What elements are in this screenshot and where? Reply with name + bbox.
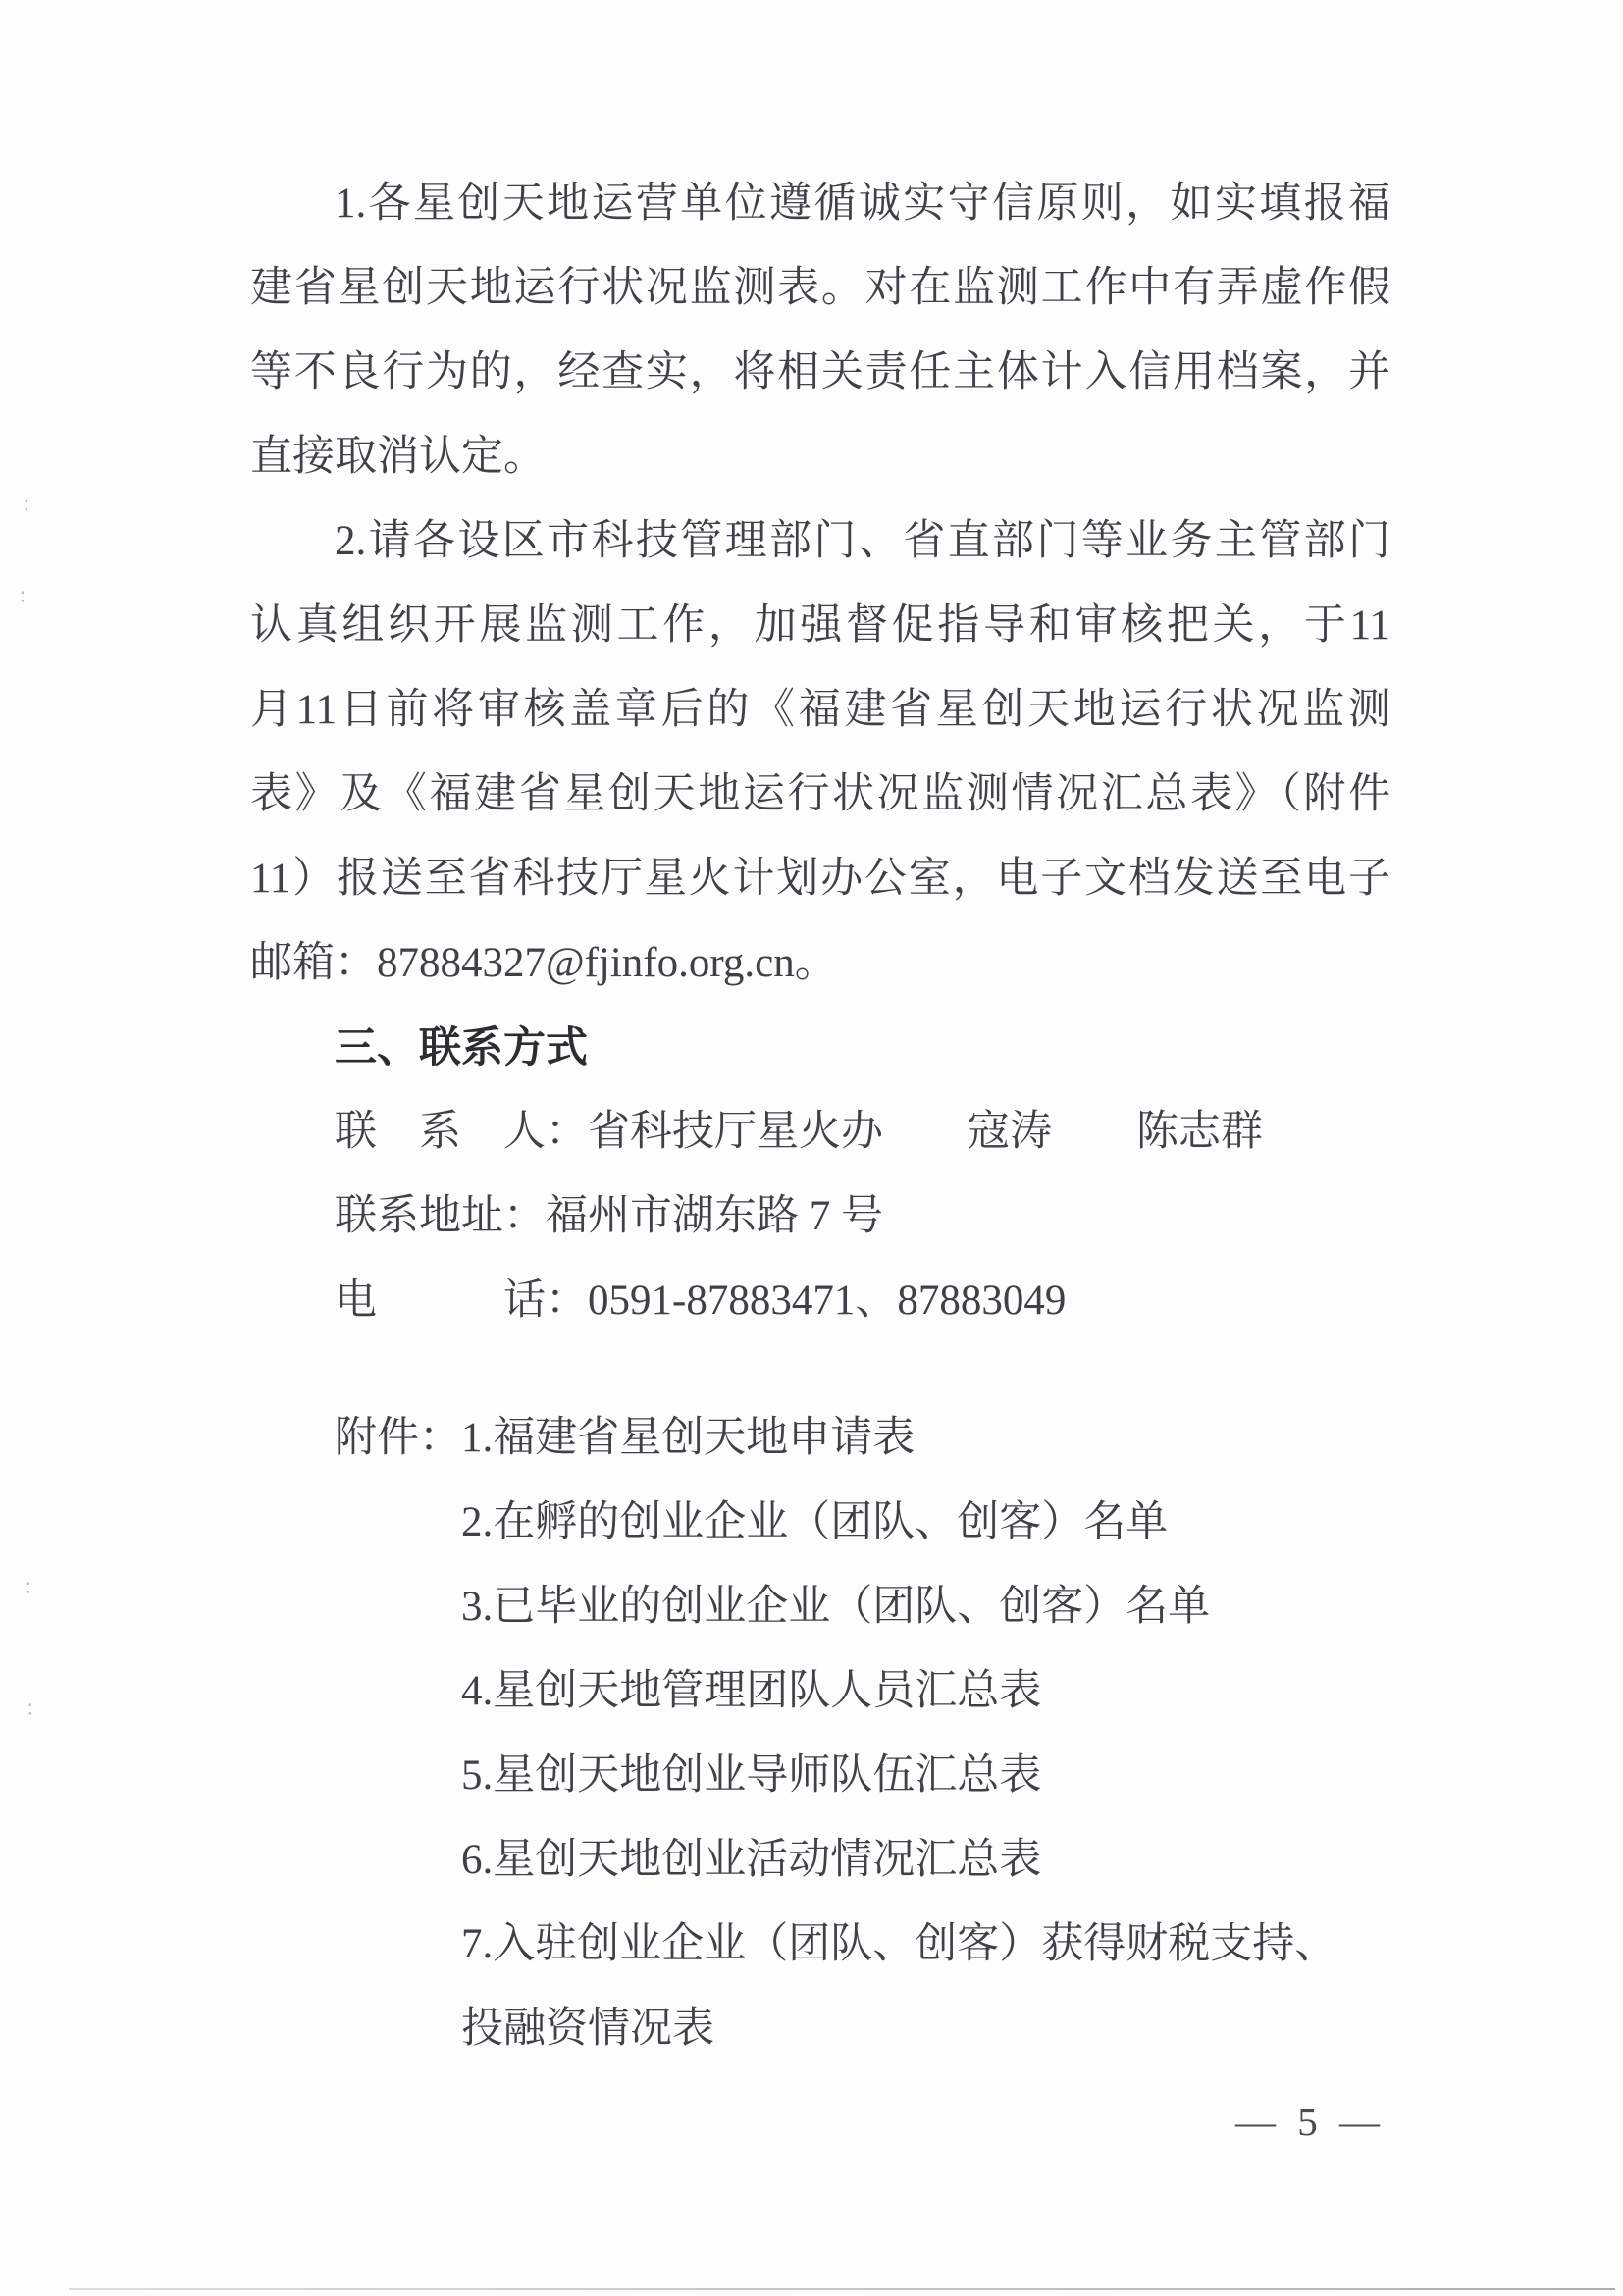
attachment-item: 6.星创天地创业活动情况汇总表 [461, 1837, 1042, 1883]
paragraph-2 [250, 499, 1390, 1006]
scan-edge-line [69, 2288, 1615, 2290]
section-heading: 三、联系方式 [335, 1024, 588, 1071]
page-number: — 5 — [1235, 2099, 1386, 2144]
text-line: 直接取消认定。 [250, 434, 546, 480]
attachments-list [461, 1396, 1390, 2071]
attachment-item: 1.福建省星创天地申请表 [461, 1415, 916, 1461]
email-line: 邮箱：87884327@fjinfo.org.cn。 [250, 940, 837, 986]
text-line: 1.各星创天地运营单位遵循诚实守信原则，如实填报福 [335, 181, 1390, 227]
scan-artifact: ∶ [26, 1576, 31, 1600]
text-line: 等不良行为的，经查实，将相关责任主体计入信用档案，并 [250, 349, 1390, 395]
attachment-item-continuation: 投融资情况表 [461, 2006, 714, 2052]
text-line: 2.请各设区市科技管理部门、省直部门等业务主管部门 [335, 518, 1390, 564]
text-line: 11）报送至省科技厅星火计划办公室，电子文档发送至电子 [250, 856, 1390, 902]
document-body [250, 162, 1390, 2071]
attachments-section [250, 1396, 1390, 2071]
scan-artifact: ∶ [27, 1697, 33, 1722]
contact-address-label: 联系地址： [335, 1193, 546, 1239]
contact-phone-value: 0591-87883471、87883049 [588, 1278, 1067, 1324]
text-line: 认真组织开展监测工作，加强督促指导和审核把关，于11 [250, 602, 1390, 649]
contact-section [250, 1090, 1390, 1343]
contact-row [250, 1090, 1390, 1174]
contact-phone-label: 电 话： [335, 1278, 588, 1324]
attachments-label: 附件： [335, 1415, 461, 1461]
text-line: 表》及《福建省星创天地运行状况监测情况汇总表》（附件 [250, 771, 1390, 817]
contact-address-value: 福州市湖东路 7 号 [546, 1193, 883, 1239]
attachment-item: 5.星创天地创业导师队伍汇总表 [461, 1752, 1042, 1799]
contact-person-label: 联 系 人： [335, 1109, 588, 1155]
text-line: 月11日前将审核盖章后的《福建省星创天地运行状况监测 [250, 687, 1390, 733]
text-line: 建省星创天地运行状况监测表。对在监测工作中有弄虚作假 [250, 265, 1390, 311]
contact-row [250, 1174, 1390, 1259]
scan-artifact: ∶ [24, 494, 29, 518]
attachment-item: 7.入驻创业企业（团队、创客）获得财税支持、 [461, 1921, 1337, 1967]
scan-artifact: ∶ [20, 585, 26, 609]
paragraph-1 [250, 162, 1390, 499]
contact-person-value: 省科技厅星火办 寇涛 陈志群 [588, 1109, 1263, 1155]
attachment-item: 4.星创天地管理团队人员汇总表 [461, 1668, 1042, 1714]
attachment-item: 2.在孵的创业企业（团队、创客）名单 [461, 1499, 1169, 1545]
attachment-item: 3.已毕业的创业企业（团队、创客）名单 [461, 1584, 1211, 1630]
contact-row [250, 1259, 1390, 1343]
